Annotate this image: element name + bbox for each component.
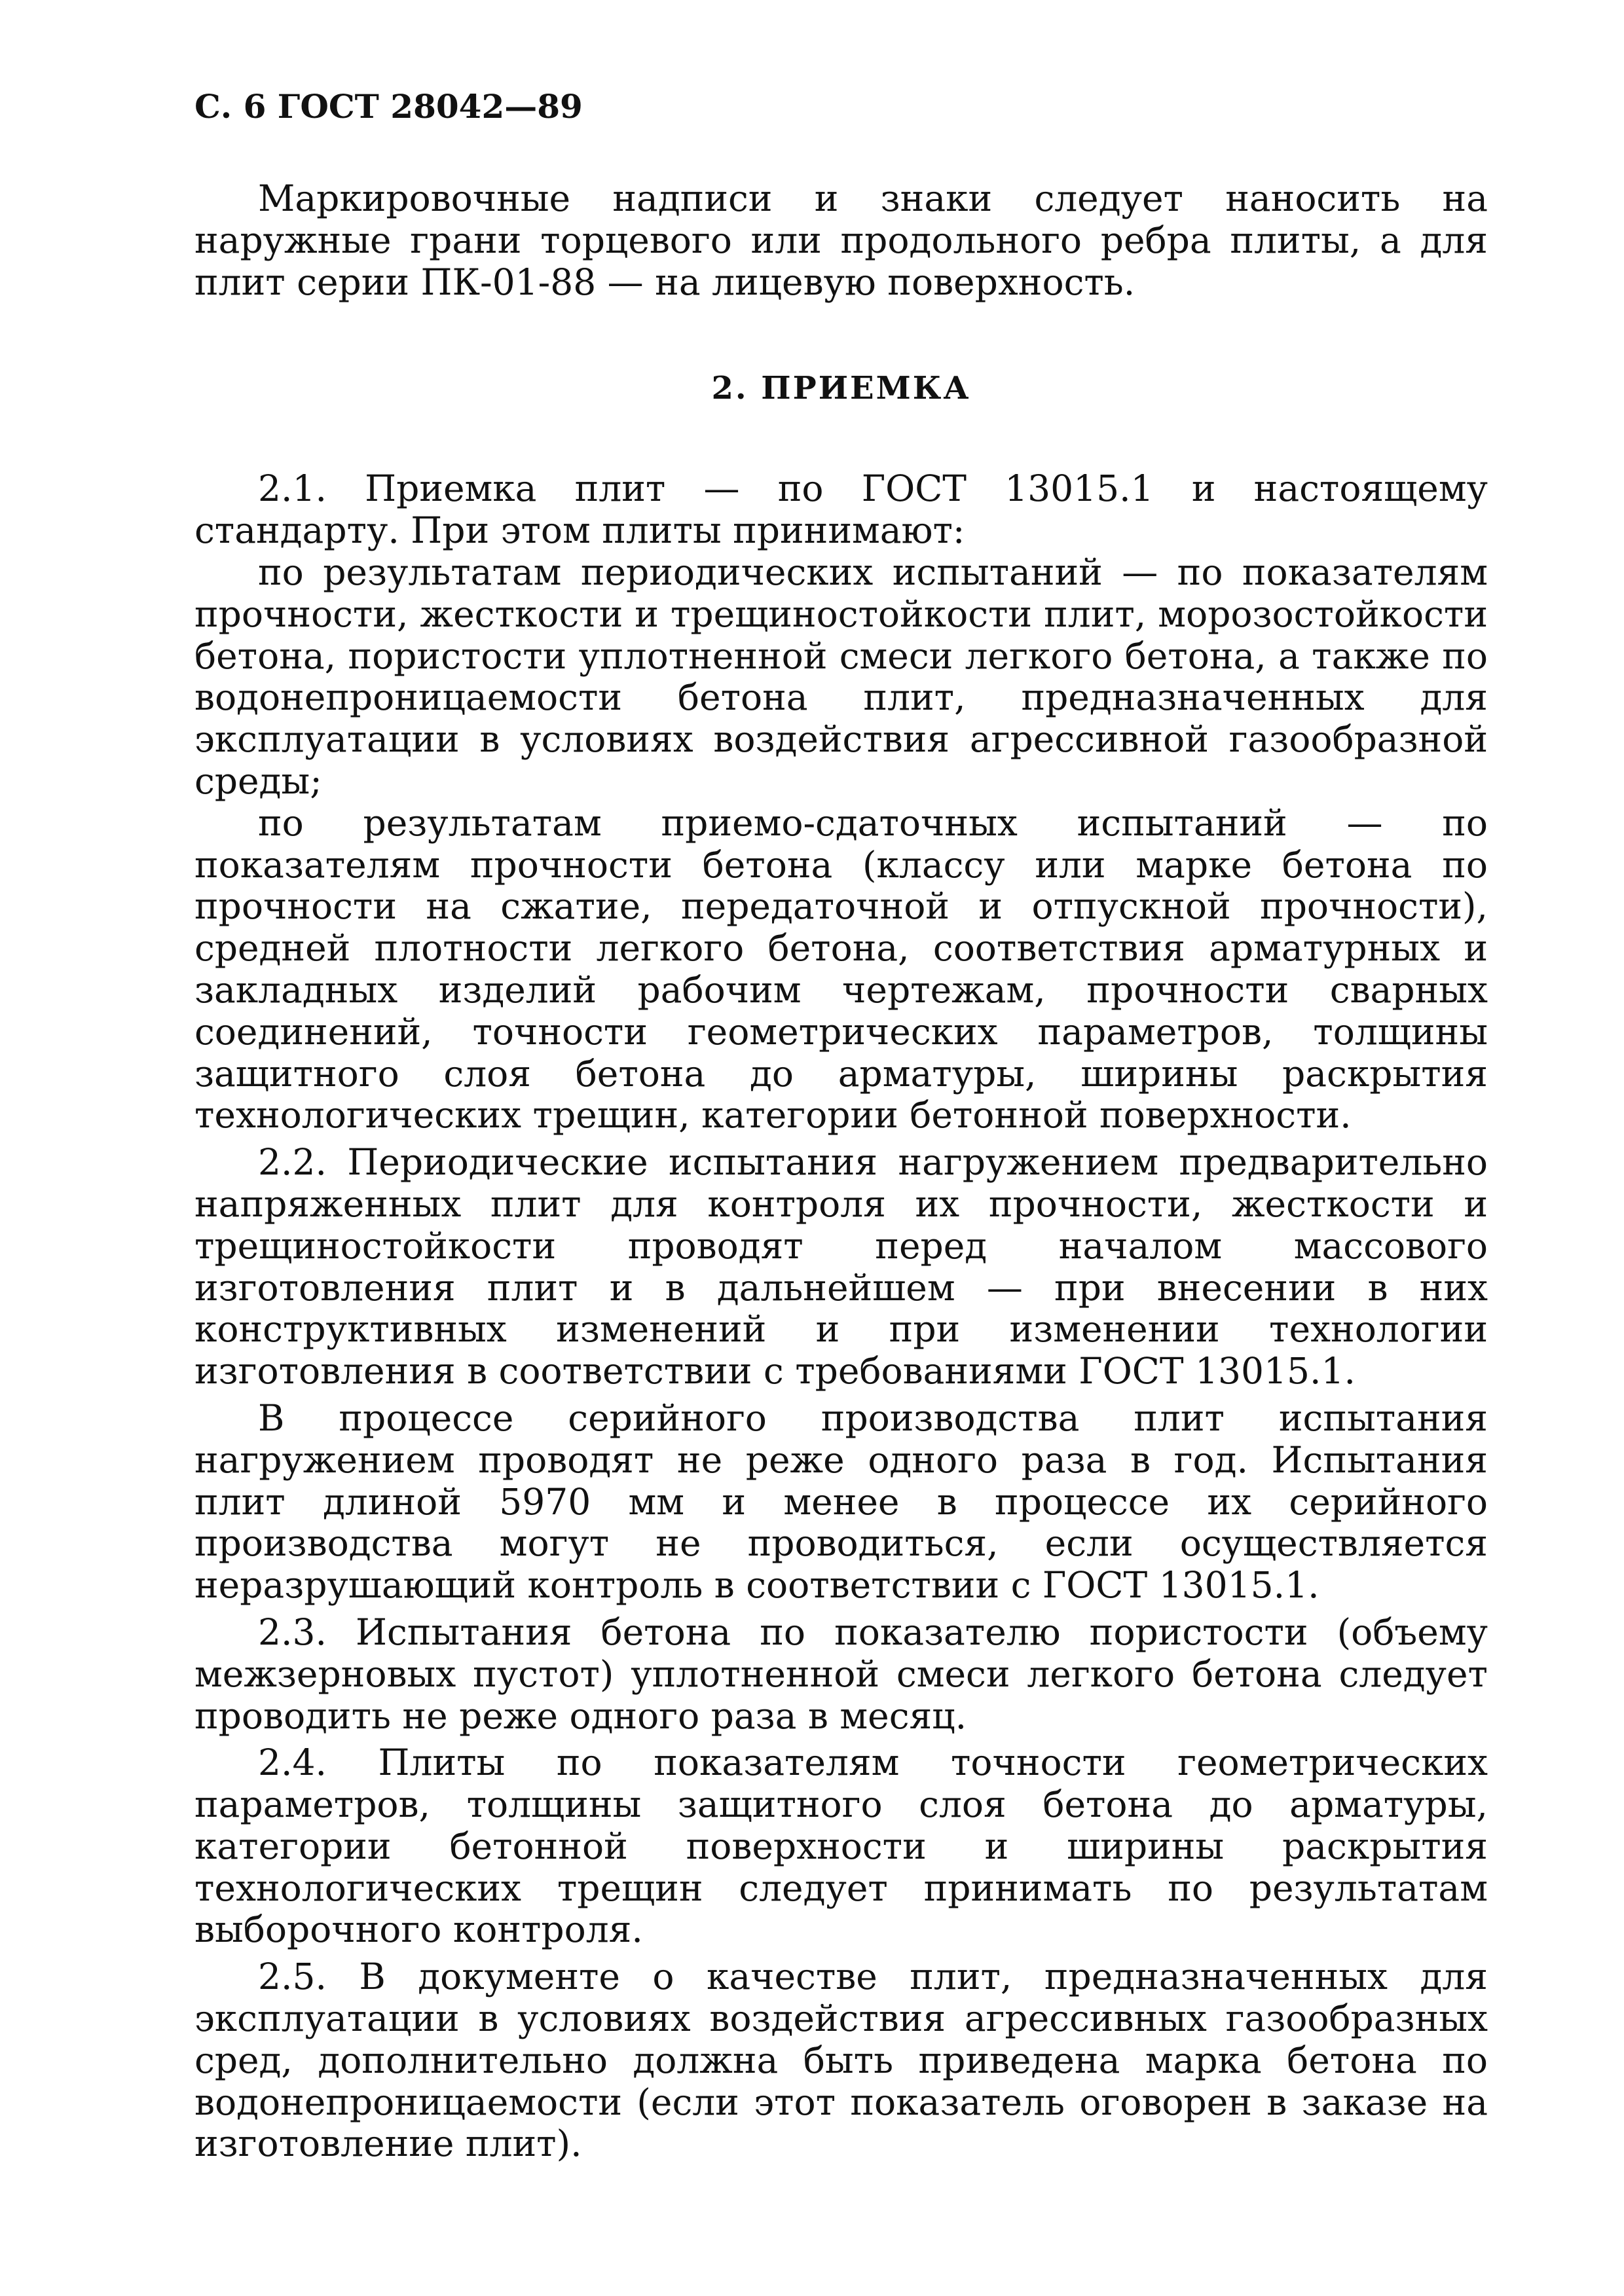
paragraph-marking: Маркировочные надписи и знаки следует наносить на наружные грани торцевого или продольного ребра плиты, а для плит серии ПК-01-88 — на лицевую поверхность. xyxy=(194,177,1488,303)
document-body xyxy=(194,178,1488,2165)
paragraph-2-2-serial: В процессе серийного производства плит испытания нагружением проводят не реже одного раза в год. Испытания плит длиной 5970 мм и менее в процессе их серийного производства могут не проводиться, если осуществляется неразрушающий контроль в соответствии с ГОСТ 13015.1. xyxy=(194,1396,1488,1607)
paragraph-2-1: 2.1. Приемка плит — по ГОСТ 13015.1 и настоящему стандарту. При этом плиты принимают: xyxy=(194,467,1488,552)
running-head: С. 6 ГОСТ 28042—89 xyxy=(194,87,583,126)
paragraph-2-1-acceptance: по результатам приемо-сдаточных испытаний — по показателям прочности бетона (классу или марке бетона по прочности на сжатие, передаточной и отпускной прочности), средней плотности легкого бетона, соответствия арматурных и закладных изделий рабочим чертежам, прочности сварных соединений, точности геометрических параметров, толщины защитного слоя бетона до арматуры, ширины раскрытия технологических трещин, категории бетонной поверхности. xyxy=(194,801,1488,1137)
paragraph-2-4: 2.4. Плиты по показателям точности геометрических параметров, толщины защитного слоя бетона до арматуры, категории бетонной поверхности и ширины раскрытия технологических трещин следует принимать по результатам выборочного контроля. xyxy=(194,1741,1488,1951)
paragraph-2-2: 2.2. Периодические испытания нагружением предварительно напряженных плит для контроля их прочности, жесткости и трещиностойкости проводят перед началом массового изготовления плит и в дальнейшем — при внесении в них конструктивных изменений и при изменении технологии изготовления в соответствии с требованиями ГОСТ 13015.1. xyxy=(194,1141,1488,1393)
paragraph-2-1-periodic: по результатам периодических испытаний — по показателям прочности, жесткости и трещиностойкости плит, морозостойкости бетона, пористости уплотненной смеси легкого бетона, а также по водонепроницаемости бетона плит, предназначенных для эксплуатации в условиях воздействия агрессивной газообразной среды; xyxy=(194,551,1488,802)
paragraph-2-3: 2.3. Испытания бетона по показателю пористости (объему межзерновых пустот) уплотненной смеси легкого бетона следует проводить не реже одного раза в месяц. xyxy=(194,1611,1488,1737)
section-title: 2. ПРИЕМКА xyxy=(711,370,971,407)
paragraph-2-5: 2.5. В документе о качестве плит, предназначенных для эксплуатации в условиях воздействия агрессивных газообразных сред, дополнительно должна быть приведена марка бетона по водонепроницаемости (если этот показатель оговорен в заказе на изготовление плит). xyxy=(194,1956,1488,2165)
